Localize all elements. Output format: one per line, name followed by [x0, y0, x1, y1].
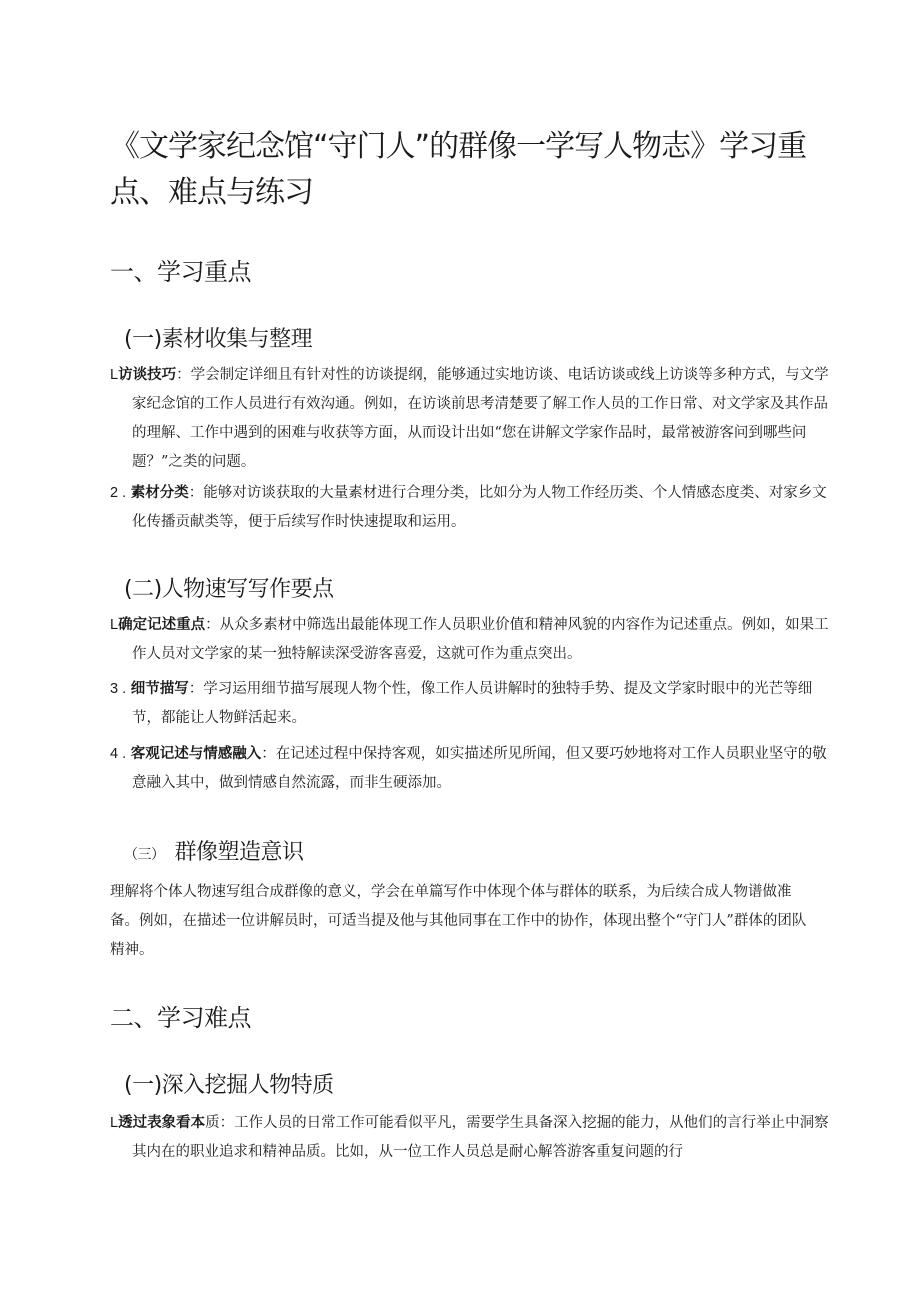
- list-item: [110, 361, 832, 477]
- item-label: 素材分类: [130, 485, 189, 501]
- item-label: 细节描写: [130, 681, 189, 697]
- paragraph: 理解将个体人物速写组合成群像的意义，学会在单篇写作中体现个体与群体的联系，为后续合成人物谱做准备。例如，在描述一位讲解员时，可适当提及他与其他同事在工作中的协作，体现出整个“守门人”群体的团队精神。: [110, 884, 807, 958]
- item-text: 学会制定详细且有针对性的访谈提纲，能够通过实地访谈、电话访谈或线上访谈等多种方式，与文学家纪念馆的工作人员进行有效沟通。例如，在访谈前思考清楚要了解工作人员的工作日常、对文学家及其作品的理解、工作中遇到的困难与收获等方面，从而设计出如“您在讲解文学家作品时，最常被游客问到哪些问题？”之类的问题。: [132, 367, 829, 470]
- item-number: 4 .: [110, 746, 127, 762]
- item-separator: ：: [176, 367, 191, 383]
- document-title: 《文学家纪念馆“守门人”的群像一学写人物志》学习重点、难点与练习: [110, 129, 807, 210]
- item-label: 客观记述与情感融入: [130, 746, 262, 762]
- item-separator: ：: [188, 681, 204, 697]
- item-separator: ：: [261, 746, 276, 762]
- section-heading-difficulties: 二、学习难点: [110, 1004, 251, 1032]
- list-item: [110, 611, 832, 669]
- item-number: L: [110, 617, 119, 633]
- heading-prefix: （三）: [124, 847, 165, 863]
- item-text: 在记述过程中保持客观，如实描述所见所闻，但又要巧妙地将对工作人员职业坚守的敬意融入其中，做到情感自然流露，而非生硬添加。: [132, 746, 827, 791]
- list-item: [110, 675, 832, 733]
- item-number: L: [110, 367, 119, 383]
- section-heading-key-points: 一、学习重点: [110, 258, 251, 286]
- item-separator: ：: [188, 485, 204, 501]
- item-text: 质：工作人员的日常工作可能看似平凡，需要学生具备深入挖掘的能力，从他们的言行举止中洞察其内在的职业追求和精神品质。比如，从一位工作人员总是耐心解答游客重复问题的行: [132, 1115, 829, 1160]
- item-number: 2 .: [110, 485, 127, 501]
- item-separator: ：: [205, 617, 220, 633]
- item-number: L: [110, 1115, 119, 1131]
- item-text: 能够对访谈获取的大量素材进行合理分类，比如分为人物工作经历类、个人情感态度类、对家乡文化传播贡献类等，便于后续写作时快速提取和运用。: [132, 485, 827, 530]
- item-text: 从众多素材中筛选出最能体现工作人员职业价值和精神风貌的内容作为记述重点。例如，如果工作人员对文学家的某一独特解读深受游客喜爱，这就可作为重点突出。: [132, 617, 829, 662]
- subsection-heading-sketch: (二)人物速写写作要点: [124, 577, 334, 602]
- list-item: [110, 479, 832, 537]
- subsection-heading-traits: (一)深入挖掘人物特质: [124, 1073, 334, 1098]
- item-number: 3 .: [110, 681, 127, 697]
- subsection-heading-material: (一)素材收集与整理: [124, 327, 313, 352]
- item-text: 学习运用细节描写展现人物个性，像工作人员讲解时的独特手势、提及文学家时眼中的光芒等细节，都能让人物鲜活起来。: [132, 681, 813, 726]
- subsection-heading-group-portrait: [124, 835, 304, 866]
- list-item: [110, 740, 832, 798]
- item-label: 透过表象看本: [118, 1115, 206, 1131]
- list-item: [110, 1109, 832, 1167]
- heading-text: 群像塑造意识: [174, 840, 304, 865]
- item-label: 访谈技巧: [118, 367, 177, 383]
- item-label: 确定记述重点: [118, 617, 206, 633]
